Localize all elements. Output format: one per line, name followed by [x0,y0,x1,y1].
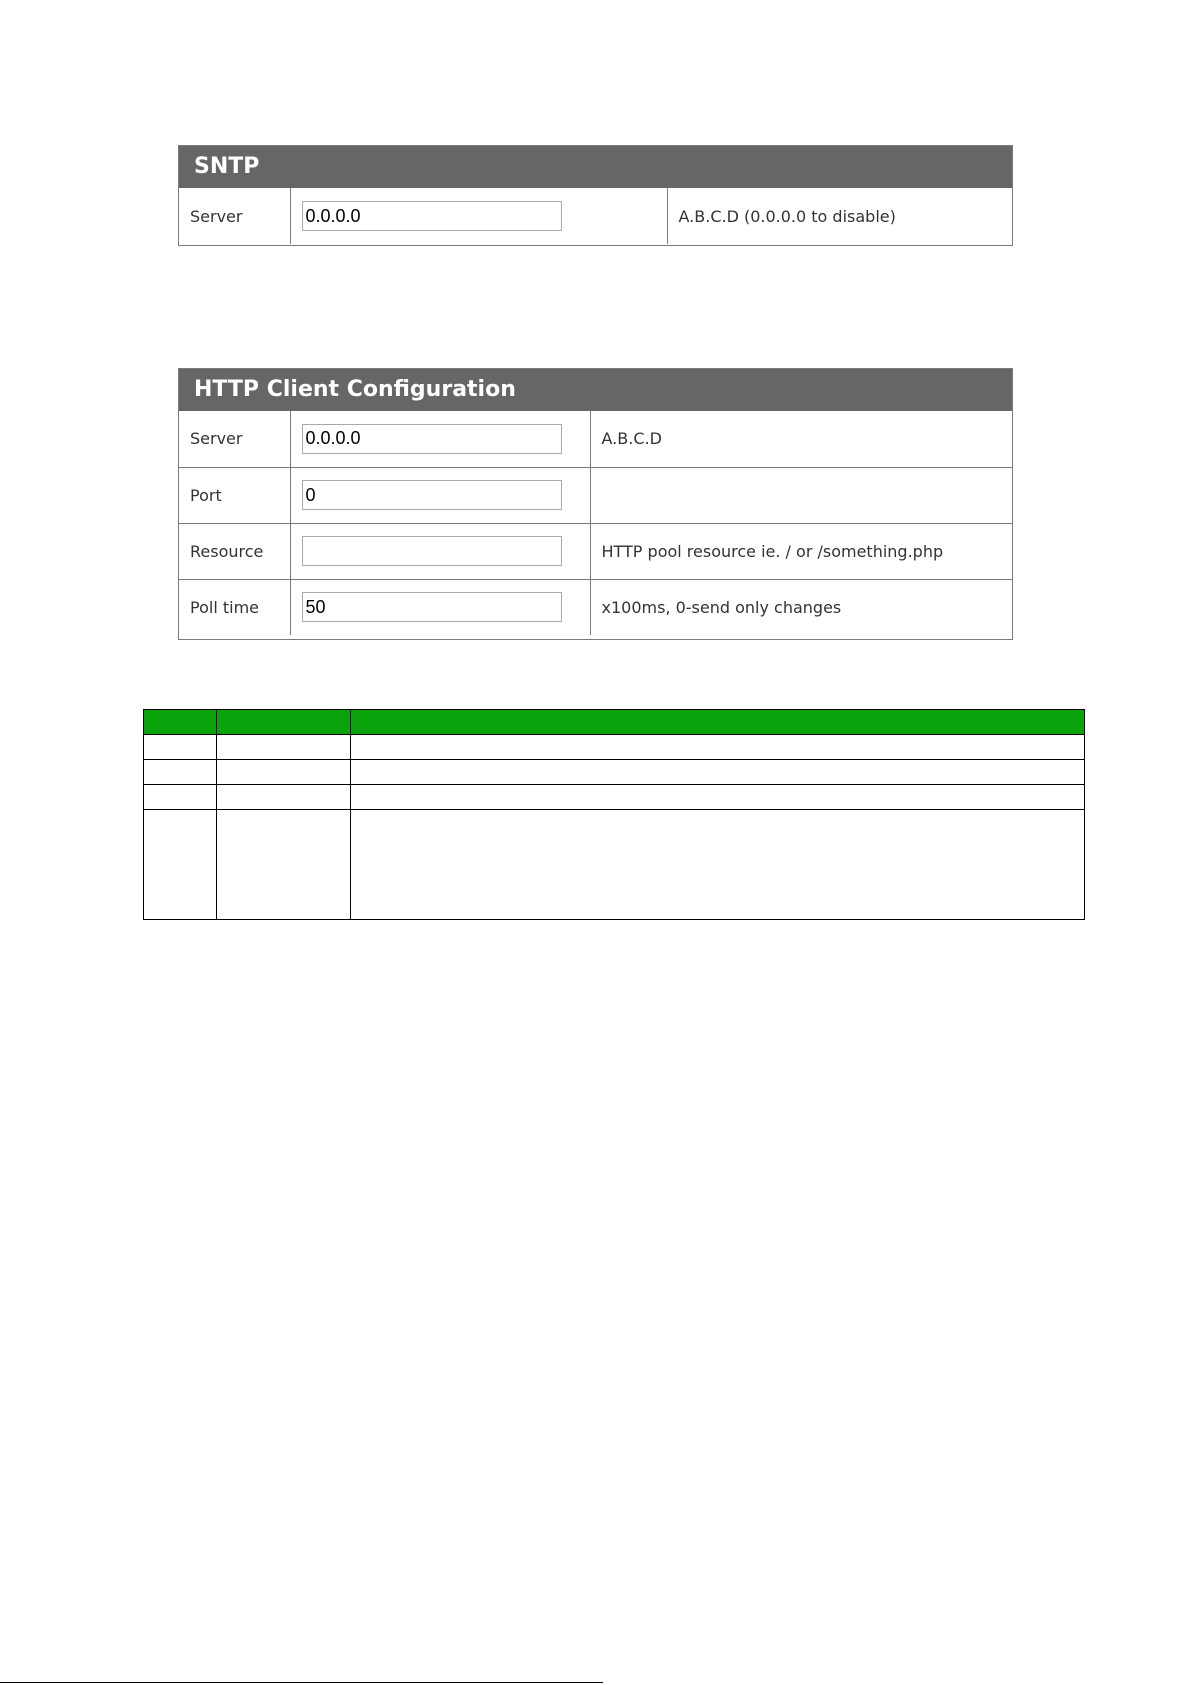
http-server-label: Server [190,429,243,449]
sntp-row-server [179,188,1012,244]
http-client-table [179,411,1012,635]
http-port-hint [590,467,1012,523]
http-row-poll-time [179,579,1012,635]
green-header-table [143,709,1085,920]
http-resource-hint: HTTP pool resource ie. / or /something.php [590,523,1012,579]
green-table-cell [217,735,351,760]
http-port-input[interactable] [302,480,562,510]
sntp-panel [178,145,1013,246]
green-table-cell [144,810,217,920]
green-table-cell [217,760,351,785]
http-row-port [179,467,1012,523]
green-table-cell [144,785,217,810]
http-server-input[interactable] [302,424,562,454]
green-table-cell [217,785,351,810]
green-table-row [144,735,1085,760]
sntp-server-hint: A.B.C.D (0.0.0.0 to disable) [667,188,1012,244]
http-client-panel [178,368,1013,640]
sntp-panel-title: SNTP [179,146,1012,188]
http-row-server [179,411,1012,467]
http-poll-time-hint: x100ms, 0-send only changes [590,579,1012,635]
sntp-table [179,188,1012,244]
green-table-header-row [144,710,1085,735]
green-table-cell [351,785,1085,810]
footnote-separator [0,1682,603,1683]
http-resource-input[interactable] [302,536,562,566]
http-port-label: Port [179,467,290,523]
green-table-row [144,810,1085,920]
green-table-row [144,760,1085,785]
http-server-hint: A.B.C.D [590,411,1012,467]
green-table-header-cell [144,710,217,735]
http-poll-time-input[interactable] [302,592,562,622]
http-client-panel-title: HTTP Client Configuration [179,369,1012,411]
green-table-cell [351,760,1085,785]
green-table-cell [351,810,1085,920]
green-table-cell [144,760,217,785]
green-table-row [144,785,1085,810]
sntp-server-label: Server [190,206,243,226]
http-resource-label: Resource [179,523,290,579]
green-table-cell [217,810,351,920]
sntp-server-input[interactable] [302,201,562,231]
http-row-resource [179,523,1012,579]
green-table-header-cell [217,710,351,735]
green-table-header-cell [351,710,1085,735]
http-poll-time-label: Poll time [179,579,290,635]
green-table-cell [351,735,1085,760]
green-table-cell [144,735,217,760]
